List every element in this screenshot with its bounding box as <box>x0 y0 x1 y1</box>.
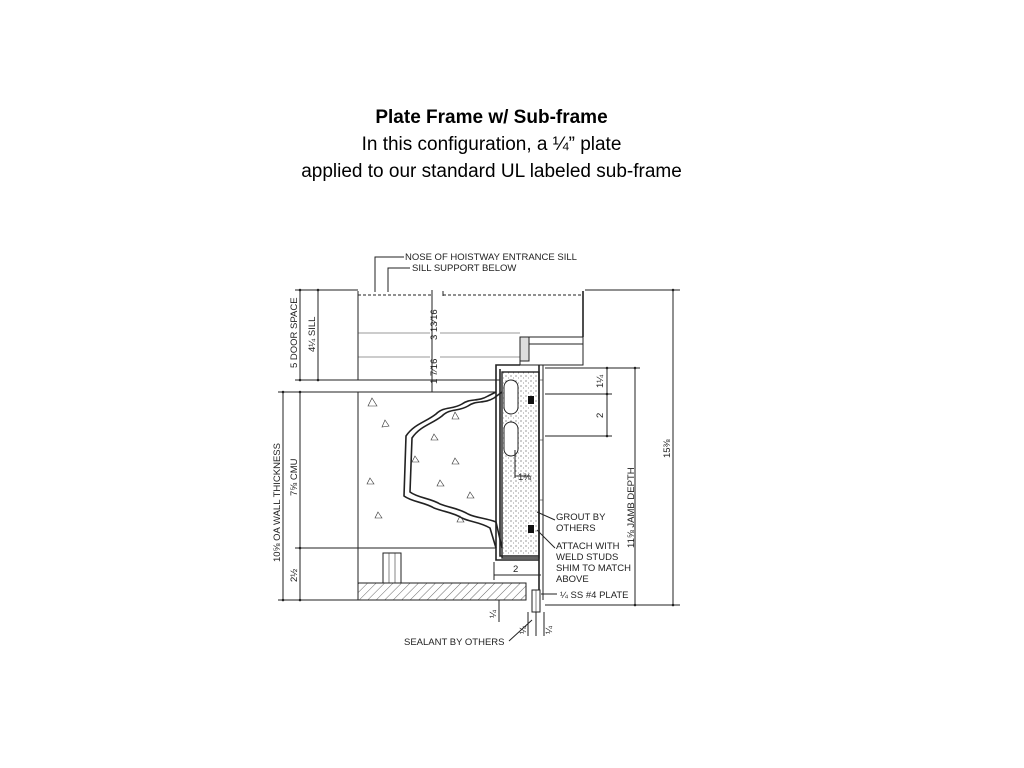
callout-attach-line-3: SHIM TO MATCH <box>556 563 631 574</box>
dim-sill: 4¼ SILL <box>307 316 318 352</box>
dim-jamb-top: 1¼ <box>595 374 606 388</box>
callout-attach-line-4: ABOVE <box>556 574 589 585</box>
weld-stud-top <box>528 396 534 404</box>
dim-jamb-two: 2 <box>595 412 606 418</box>
dim-door-space: 5 DOOR SPACE <box>289 297 300 368</box>
dim-stud-spacing: 1⅜ <box>518 472 532 483</box>
dim-overall: 15⅜ <box>662 439 673 458</box>
dim-bottom-two: 2 <box>513 564 519 575</box>
callout-attach-line-1: ATTACH WITH <box>556 541 620 552</box>
dim-small-offset: 1 7⁄16 <box>429 358 440 384</box>
dim-quarter-c: ¼ <box>544 626 555 634</box>
callout-sealant: SEALANT BY OTHERS <box>404 637 505 648</box>
callout-plate: ¼ SS #4 PLATE <box>560 590 629 601</box>
dim-bottom-left: 2½ <box>289 568 300 582</box>
callout-grout-line-1: GROUT BY <box>556 512 606 523</box>
callout-sill-support: SILL SUPPORT BELOW <box>412 263 517 274</box>
dim-cmu: 7⅝ CMU <box>289 458 300 496</box>
dim-quarter-b: ¼ <box>518 626 529 634</box>
subtitle-line-2: applied to our standard UL labeled sub-frame <box>301 161 682 182</box>
subtitle-line-1: In this configuration, a ¼” plate <box>361 134 622 155</box>
weld-stud-bottom <box>528 525 534 533</box>
callout-attach-line-2: WELD STUDS <box>556 552 619 563</box>
dim-top-offset: 3 13⁄16 <box>429 309 440 340</box>
dim-oa-wall: 10⅝ OA WALL THICKNESS <box>272 443 283 562</box>
dim-jamb-depth: 11⅝ JAMB DEPTH <box>626 467 637 548</box>
callout-grout-line-2: OTHERS <box>556 523 596 534</box>
dim-quarter-a: ¼ <box>488 610 499 618</box>
callout-nose: NOSE OF HOISTWAY ENTRANCE SILL <box>405 252 577 263</box>
slide-title: Plate Frame w/ Sub-frame <box>375 107 608 128</box>
sill-section <box>358 291 583 380</box>
